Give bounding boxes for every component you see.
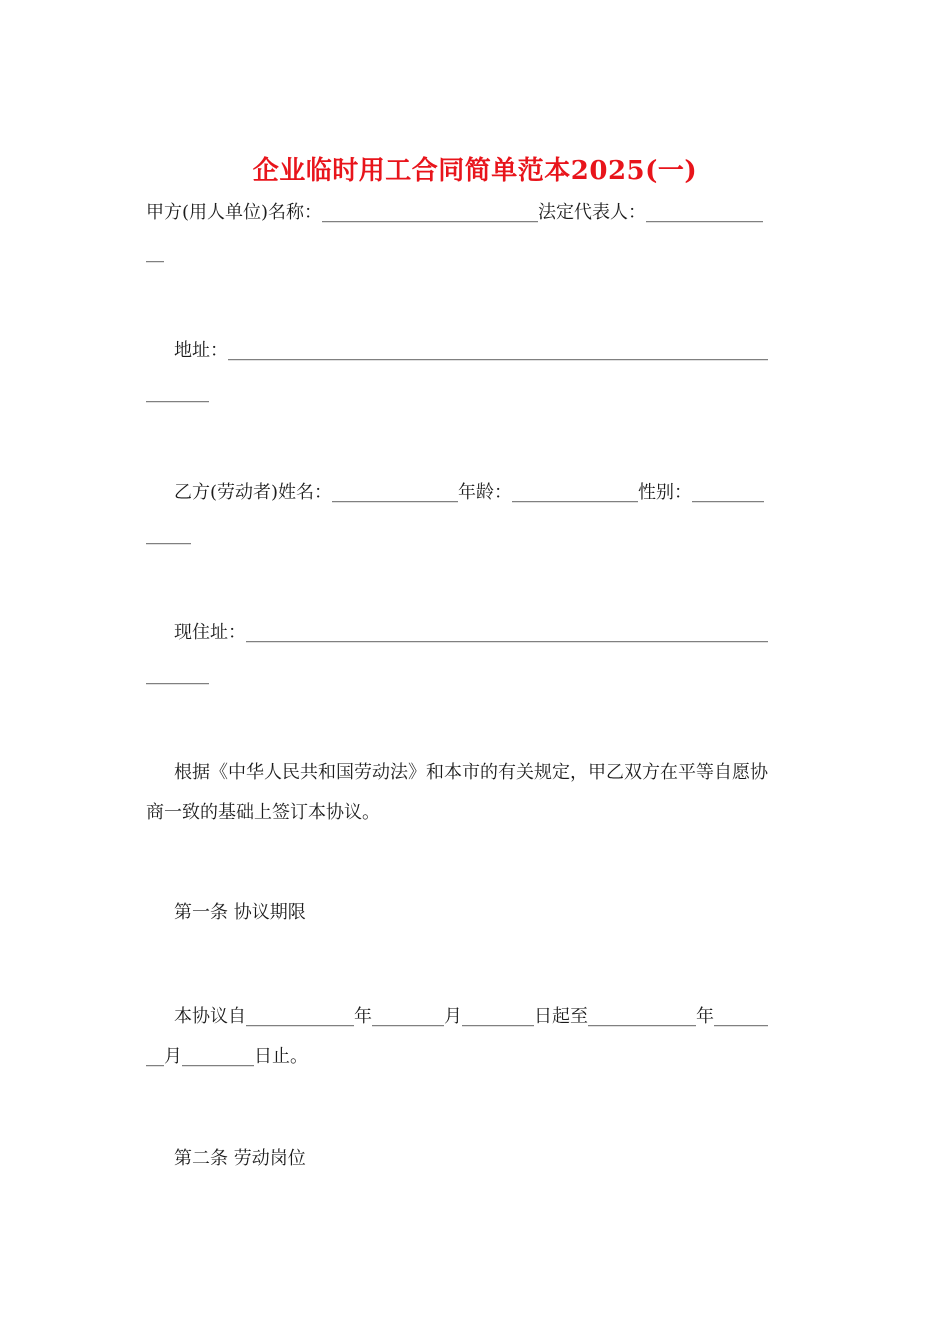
party-b-info-line-cont: _____ bbox=[146, 524, 191, 545]
preamble-paragraph-line-2: 商一致的基础上签订本协议。 bbox=[146, 802, 380, 823]
term-line-1: 本协议自____________年________月________日起至____________年______ bbox=[174, 1006, 768, 1027]
address-line: 地址：____________________________________________________________ bbox=[174, 340, 768, 361]
party-a-name-line: 甲方(用人单位)名称：________________________法定代表人：_____________ bbox=[146, 202, 764, 223]
current-address-line-cont: _______ bbox=[146, 664, 209, 685]
party-b-info-line: 乙方(劳动者)姓名：______________年龄：______________性别：________ bbox=[174, 482, 765, 503]
address-line-cont: _______ bbox=[146, 382, 209, 403]
article-1-heading: 第一条 协议期限 bbox=[174, 902, 306, 923]
article-2-heading: 第二条 劳动岗位 bbox=[174, 1148, 306, 1169]
preamble-paragraph-line-1: 根据《中华人民共和国劳动法》和本市的有关规定，甲乙双方在平等自愿协 bbox=[174, 762, 768, 783]
term-line-2: __月________日止。 bbox=[146, 1046, 308, 1067]
document-title: 企业临时用工合同简单范本2025(一) bbox=[252, 156, 698, 186]
current-address-line: 现住址：__________________________________________________________ bbox=[174, 622, 768, 643]
party-a-name-line-cont: __ bbox=[146, 242, 164, 263]
